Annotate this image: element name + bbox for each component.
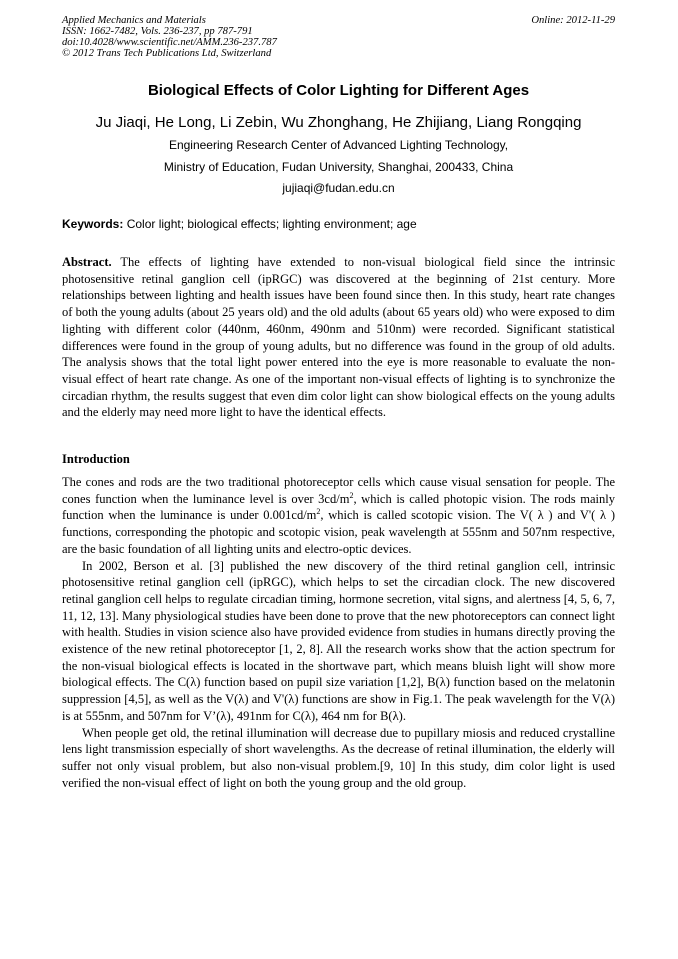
issn-line: ISSN: 1662-7482, Vols. 236-237, pp 787-791 xyxy=(62,26,253,37)
keywords-text: Color light; biological effects; lighting environment; age xyxy=(126,217,417,231)
online-date: Online: 2012-11-29 xyxy=(531,15,615,26)
keywords-label: Keywords: xyxy=(62,217,124,231)
paper-title: Biological Effects of Color Lighting for Different Ages xyxy=(147,82,530,99)
introduction-body xyxy=(62,474,615,791)
superscript-2: 2 xyxy=(349,490,354,500)
affiliation-line-2: Ministry of Education, Fudan University, Shanghai, 200433, China xyxy=(163,160,514,174)
doi-line: doi:10.4028/www.scientific.net/AMM.236-237.787 xyxy=(62,37,277,48)
keywords-line xyxy=(62,217,615,231)
intro-p1-part-a: The cones and rods are the two traditional photoreceptor cells which cause visual sensation for people. The cones function when the luminance level is over 3cd/m xyxy=(62,475,615,506)
intro-p1-part-c: , which is called scotopic vision. The V( λ ) and V'( λ ) functions, corresponding the photopic and scotopic vision, peak wavelength at 555nm and 507nm respective, are the basic foundation of all lighting units and electro-optic devices. xyxy=(62,508,616,556)
introduction-heading: Introduction xyxy=(62,452,130,466)
abstract-section xyxy=(62,254,615,421)
journal-header xyxy=(62,15,277,59)
intro-p1-part-b: , which is called photopic vision. The rods mainly function when the luminance is under 0.001cd/m xyxy=(62,491,615,523)
abstract-text: The effects of lighting have extended to non-visual biological field since the intrinsic photosensitive retinal ganglion cell (ipRGC) was discovered at the beginning of 21st century. More relationships between lighting and health issues have been found since then. In this study, heart rate changes of both the young adults (about 25 years old) and the old adults (about 65 years old) who were exposed to dim lighting with different color (440nm, 460nm, 490nm and 510nm) were recorded. Significant statistical differences were found in the group of young adults, but no difference was found in the group of old adults. The analysis shows that the total light power entered into the eye is more reasonable to evaluate the non-visual effect of heart rate change. As one of the important non-visual effects of lighting is to synchronize the circadian rhythm, the results suggest that even dim color light can show biological effects on the young adults and the elderly may need more light to have the identical effects. xyxy=(62,255,616,420)
intro-paragraph-3: When people get old, the retinal illumination will decrease due to pupillary miosis and reduced crystalline lens light transmission especially of short wavelengths. As the decrease of retinal illumination, the elderly will suffer not only visual problem, but also non-visual problem.[9, 10] In this study, dim color light is used verified the non-visual effect of light on both the young group and the old group. xyxy=(62,725,615,790)
intro-paragraph-2: In 2002, Berson et al. [3] published the new discovery of the third retinal ganglion cell, intrinsic photosensitive retinal ganglion cell (ipRGC), which helps to set the circadian clock. The new discovered retinal ganglion cell helps to regulate circadian timing, hormone secretion, vital signs, and alertness [4, 5, 6, 7, 11, 12, 13]. Many physiological studies have been done to prove that the new photoreceptors can connect light with health. Studies in vision science also have provided evidence from studies in humans directly proving the existence of the new retinal photoreceptor [1, 2, 8]. All the research works show that the action spectrum for the non-visual biological effects is located in the shortwave part, which means bluish light will show more biological effects. The C(λ) function based on pupil size variation [1,2], B(λ) function based on the melatonin suppression [4,5], as well as the V(λ) and V'(λ) functions are show in Fig.1. The peak wavelength for the V(λ) is at 555nm, and 507nm for V’(λ), 491nm for C(λ), 464 nm for B(λ). xyxy=(62,558,615,723)
affiliation-line-1: Engineering Research Center of Advanced Lighting Technology, xyxy=(168,138,509,152)
author-list: Ju Jiaqi, He Long, Li Zebin, Wu Zhonghang, He Zhijiang, Liang Rongqing xyxy=(95,114,582,131)
superscript-2: 2 xyxy=(316,507,321,517)
journal-name: Applied Mechanics and Materials xyxy=(62,15,206,26)
copyright-line: © 2012 Trans Tech Publications Ltd, Switzerland xyxy=(62,48,272,59)
intro-paragraph-1 xyxy=(62,474,615,558)
abstract-label: Abstract. xyxy=(62,255,112,269)
author-email: jujiaqi@fudan.edu.cn xyxy=(282,181,395,195)
